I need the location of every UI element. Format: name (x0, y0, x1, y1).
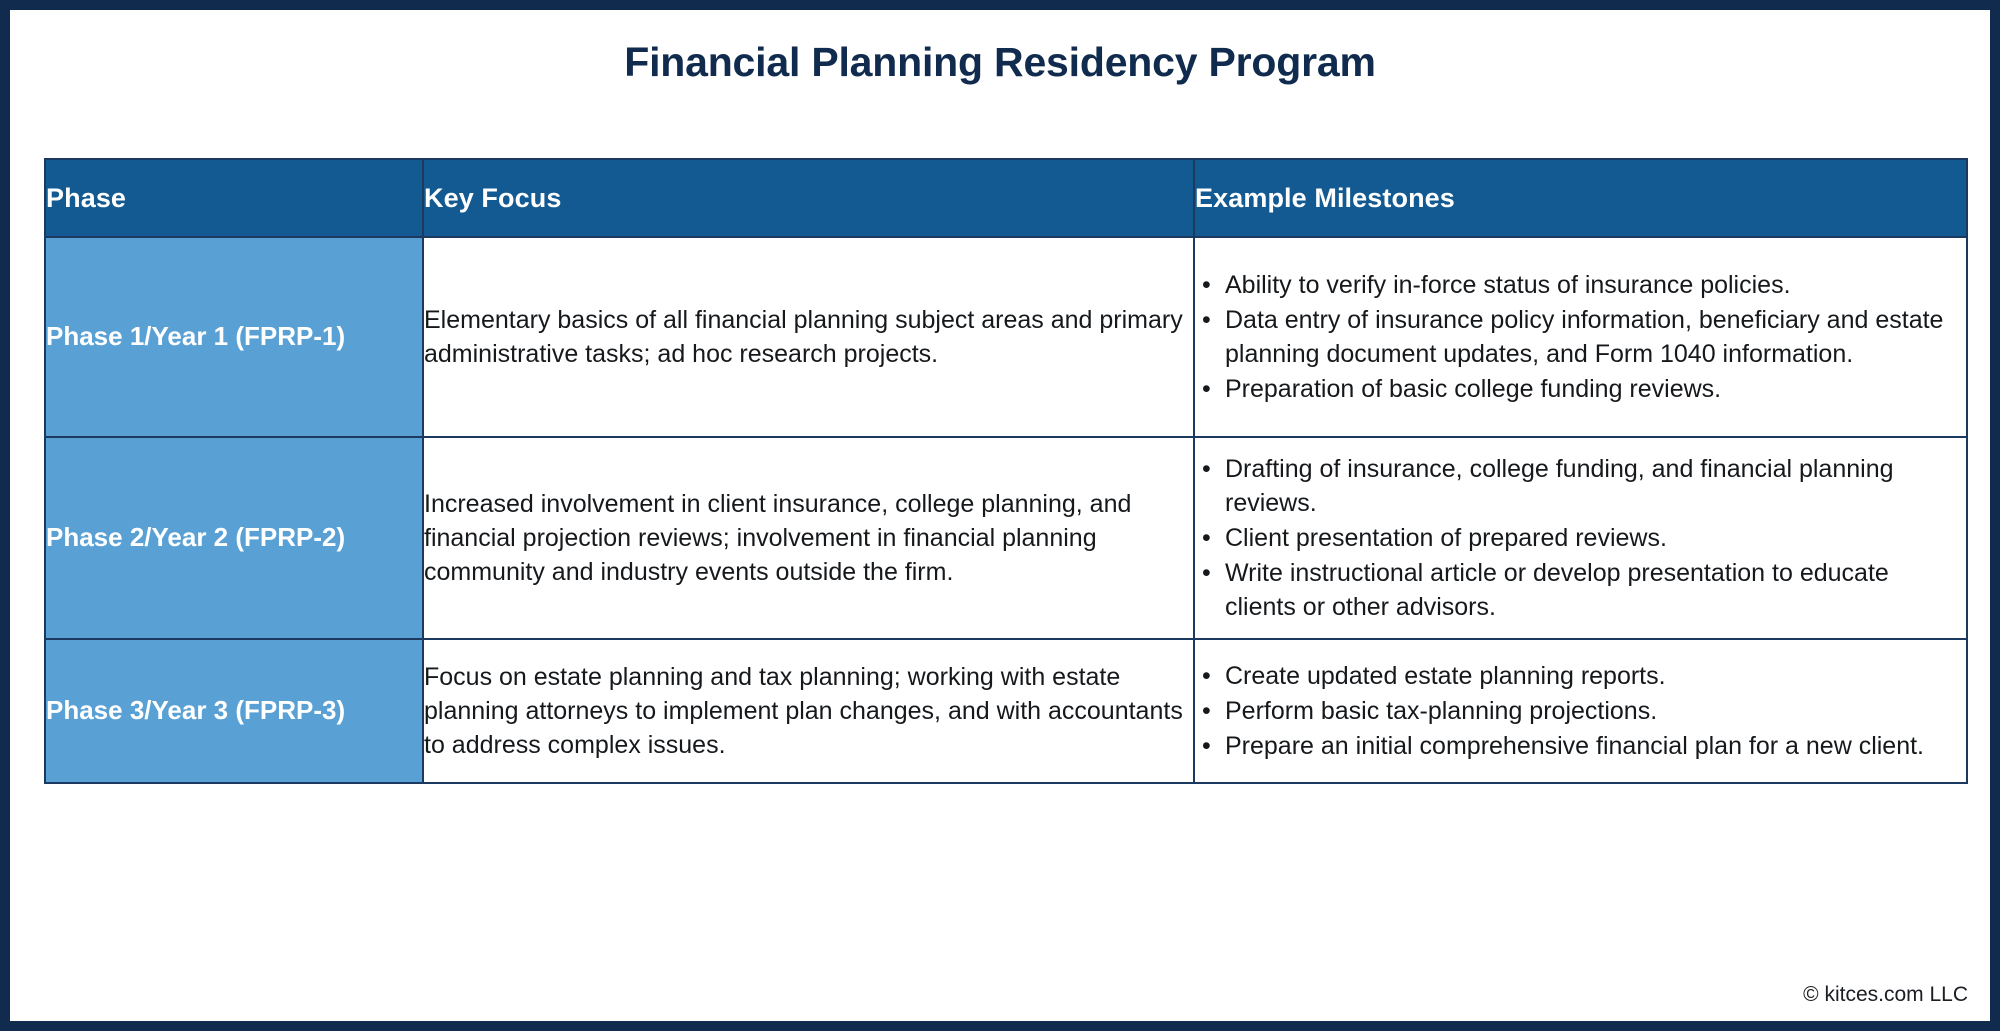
milestones-cell-2 (1194, 437, 1967, 639)
table-row (45, 237, 1967, 437)
list-item-text: Write instructional article or develop presentation to educate clients or other advisors. (1225, 558, 1889, 621)
bullet-icon: • (1202, 374, 1211, 403)
bullet-icon: • (1202, 558, 1211, 587)
column-header-phase: Phase (45, 159, 423, 237)
list-item-text: Client presentation of prepared reviews. (1225, 523, 1667, 552)
column-header-key-focus: Key Focus (423, 159, 1194, 237)
table-row (45, 639, 1967, 783)
program-phases-table (44, 158, 1968, 784)
milestones-list-2 (1195, 452, 1966, 624)
list-item (1195, 694, 1966, 728)
list-item-text: Create updated estate planning reports. (1225, 661, 1666, 690)
bullet-icon: • (1202, 661, 1211, 690)
bullet-icon: • (1202, 270, 1211, 299)
table-row (45, 437, 1967, 639)
list-item-text: Prepare an initial comprehensive financial plan for a new client. (1225, 731, 1924, 760)
milestones-cell-3 (1194, 639, 1967, 783)
phase-label-cell-2: Phase 2/Year 2 (FPRP-2) (45, 437, 423, 639)
list-item-text: Preparation of basic college funding reviews. (1225, 374, 1722, 403)
list-item (1195, 729, 1966, 763)
list-item (1195, 372, 1966, 406)
copyright-credit: © kitces.com LLC (1803, 983, 1968, 1006)
list-item (1195, 268, 1966, 302)
phase-label-cell-1: Phase 1/Year 1 (FPRP-1) (45, 237, 423, 437)
list-item (1195, 452, 1966, 520)
table-header-row (45, 159, 1967, 237)
list-item-text: Data entry of insurance policy information, beneficiary and estate planning document updates, and Form 1040 information. (1225, 305, 1944, 368)
key-focus-cell-2: Increased involvement in client insurance, college planning, and financial projection reviews; involvement in financial planning community and industry events outside the firm. (423, 437, 1194, 639)
list-item (1195, 303, 1966, 371)
milestones-list-1 (1195, 268, 1966, 406)
list-item (1195, 521, 1966, 555)
bullet-icon: • (1202, 523, 1211, 552)
key-focus-cell-3: Focus on estate planning and tax planning; working with estate planning attorneys to implement plan changes, and with accountants to address complex issues. (423, 639, 1194, 783)
list-item (1195, 659, 1966, 693)
table-body (45, 237, 1967, 783)
bullet-icon: • (1202, 696, 1211, 725)
table-header (45, 159, 1967, 237)
column-header-example-milestones: Example Milestones (1194, 159, 1967, 237)
list-item-text: Ability to verify in-force status of insurance policies. (1225, 270, 1791, 299)
list-item-text: Perform basic tax-planning projections. (1225, 696, 1658, 725)
bullet-icon: • (1202, 454, 1211, 483)
milestones-cell-1 (1194, 237, 1967, 437)
list-item-text: Drafting of insurance, college funding, and financial planning reviews. (1225, 454, 1894, 517)
key-focus-cell-1: Elementary basics of all financial planning subject areas and primary administrative tasks; ad hoc research projects. (423, 237, 1194, 437)
bullet-icon: • (1202, 305, 1211, 334)
bullet-icon: • (1202, 731, 1211, 760)
page-title: Financial Planning Residency Program (624, 39, 1376, 85)
phase-label-cell-3: Phase 3/Year 3 (FPRP-3) (45, 639, 423, 783)
milestones-list-3 (1195, 659, 1966, 763)
program-table-container (44, 158, 1966, 784)
list-item (1195, 556, 1966, 624)
